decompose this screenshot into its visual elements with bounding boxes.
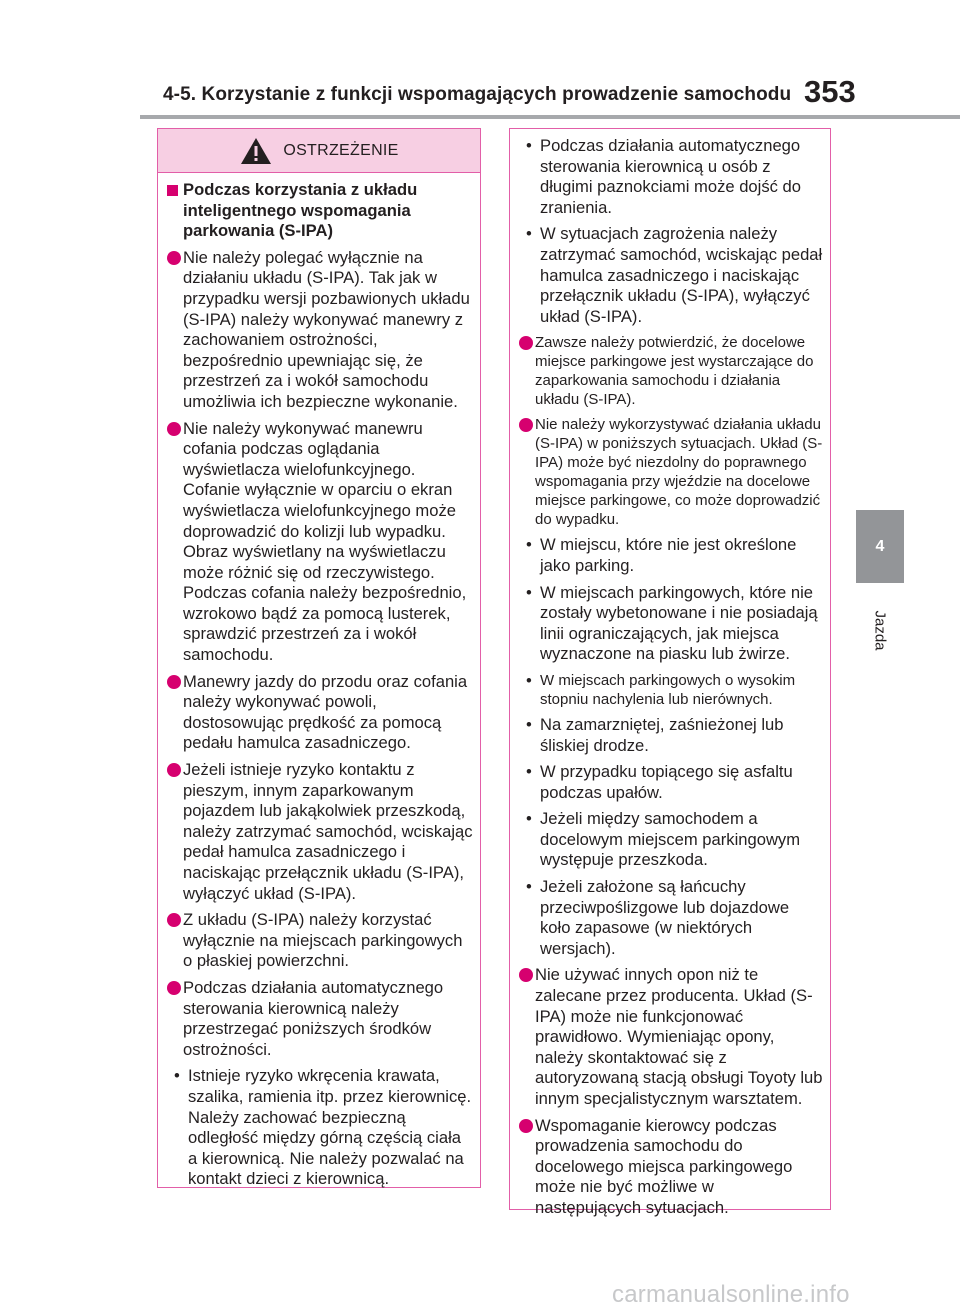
watermark: carmanualsonline.info (612, 1281, 850, 1308)
warning-sub-item: • W miejscach parkingowych o wysokim stopniu nachylenia lub nierównych. (519, 671, 823, 709)
small-bullet-icon (526, 715, 532, 736)
warning-item: Zawsze należy potwierdzić, że docelowe miejsce parkingowe jest wystarczające do zaparkowania samochodu i działania układu (S-IPA). (519, 333, 823, 409)
warning-heading: Podczas korzystania z układu inteligentnego wspomagania parkowania (S-IPA) (167, 180, 473, 242)
warning-sub-item: • Istnieje ryzyko wkręcenia krawata, szalika, ramienia itp. przez kierownicę. Należy zachować bezpieczną odległość między górną częścią ciała a kierownicą. Nie należy pozwalać na kontakt dzieci z kierownicą. (167, 1066, 473, 1190)
small-bullet-icon (526, 809, 532, 830)
warning-content-continued (510, 129, 830, 1219)
small-bullet-icon (526, 671, 532, 690)
warning-item: Jeżeli istnieje ryzyko kontaktu z pieszym, innym zaparkowanym pojazdem lub jakąkolwiek przeszkodą, należy zatrzymać samochód, wciskając pedał hamulca zasadniczego i naciskając przełącznik układu (S-IPA), wyłączyć układ (S-IPA). (167, 760, 473, 904)
circle-bullet-icon (167, 763, 181, 777)
small-bullet-icon (526, 877, 532, 898)
circle-bullet-icon (167, 981, 181, 995)
small-bullet-icon (526, 535, 532, 556)
warning-item: Wspomaganie kierowcy podczas prowadzenia samochodu do docelowego miejsca parkingowego może nie być możliwe w następujących sytuacjach. (519, 1116, 823, 1219)
chapter-label (856, 600, 904, 660)
warning-sub-item: • Jeżeli między samochodem a docelowym miejscem parkingowym występuje przeszkoda. (519, 809, 823, 871)
circle-bullet-icon (519, 1119, 533, 1133)
warning-content (158, 173, 480, 1190)
small-bullet-icon (526, 224, 532, 245)
warning-box (157, 128, 481, 1188)
warning-sub-item: • Na zamarzniętej, zaśnieżonej lub śliskiej drodze. (519, 715, 823, 756)
circle-bullet-icon (167, 251, 181, 265)
small-bullet-icon (526, 136, 532, 157)
warning-item: Nie należy polegać wyłącznie na działaniu układu (S-IPA). Tak jak w przypadku wersji pozbawionych układu (S-IPA) należy wykonywać manewry z zachowaniem ostrożności, bezpośrednio upewniając się, że przestrzeń za i wokół samochodu umożliwia ich bezpieczne wykonanie. (167, 248, 473, 413)
circle-bullet-icon (167, 913, 181, 927)
small-bullet-icon (526, 762, 532, 783)
warning-item: Nie należy wykonywać manewru cofania podczas oglądania wyświetlacza wielofunkcyjnego. Cofanie wyłącznie w oparciu o ekran wyświetlacza wielofunkcyjnego może doprowadzić do kolizji lub wypadku. Obraz wyświetlany na wyświetlaczu może różnić się od rzeczywistego. Podczas cofania należy bezpośrednio, wzrokowo bądź za pomocą lusterek, sprawdzić przestrzeń za i wokół samochodu. (167, 419, 473, 666)
warning-box-continued (509, 128, 831, 1217)
warning-title: OSTRZEŻENIE (283, 141, 399, 159)
warning-sub-item: • Podczas działania automatycznego sterowania kierownicą u osób z długimi paznokciami może dojść do zranienia. (519, 136, 823, 218)
warning-sub-item: • W miejscach parkingowych, które nie zostały wybetonowane i nie posiadają linii ograniczających, jak miejsca wyznaczone na piasku lub żwirze. (519, 583, 823, 665)
header-divider (140, 115, 960, 119)
chapter-tab[interactable] (856, 510, 904, 583)
warning-item: Z układu (S-IPA) należy korzystać wyłącznie na miejscach parkingowych o płaskiej powierzchni. (167, 910, 473, 972)
warning-sub-item: • W miejscu, które nie jest określone jako parking. (519, 535, 823, 576)
warning-sub-item: • Jeżeli założone są łańcuchy przeciwpoślizgowe lub dojazdowe koło zapasowe (w niektórych wersjach). (519, 877, 823, 959)
small-bullet-icon (174, 1066, 180, 1087)
warning-item: Podczas działania automatycznego sterowania kierownicą należy przestrzegać poniższych środków ostrożności. (167, 978, 473, 1060)
warning-header (158, 129, 480, 173)
circle-bullet-icon (519, 968, 533, 982)
warning-item: Nie używać innych opon niż te zalecane przez producenta. Układ (S-IPA) może nie funkcjonować prawidłowo. Wymieniając opony, należy skontaktować się z autoryzowaną stacją obsługi Toyoty lub innym specjalistycznym warsztatem. (519, 965, 823, 1109)
warning-sub-item: • W sytuacjach zagrożenia należy zatrzymać samochód, wciskając pedał hamulca zasadniczego i naciskając przełącznik układu (S-IPA), wyłączyć układ (S-IPA). (519, 224, 823, 327)
square-bullet-icon (167, 185, 178, 196)
circle-bullet-icon (167, 422, 181, 436)
small-bullet-icon (526, 583, 532, 604)
circle-bullet-icon (519, 418, 533, 432)
chapter-tab-number: 4 (875, 537, 885, 555)
circle-bullet-icon (519, 336, 533, 350)
chapter-label-text: Jazda (871, 609, 889, 651)
warning-triangle-icon (239, 136, 273, 166)
chapter-header-title: 4-5. Korzystanie z funkcji wspomagających prowadzenie samochodu (163, 84, 792, 105)
warning-sub-item: • W przypadku topiącego się asfaltu podczas upałów. (519, 762, 823, 803)
warning-item: Manewry jazdy do przodu oraz cofania należy wykonywać powoli, dostosowując prędkość za pomocą pedału hamulca zasadniczego. (167, 672, 473, 754)
circle-bullet-icon (167, 675, 181, 689)
warning-item: Nie należy wykorzystywać działania układu (S-IPA) w poniższych sytuacjach. Układ (S-IPA) może być niezdolny do poprawnego wspomagania przy wjeździe na docelowe miejsce parkingowe, co może doprowadzić do wypadku. (519, 415, 823, 529)
page-number: 353 (804, 74, 856, 109)
